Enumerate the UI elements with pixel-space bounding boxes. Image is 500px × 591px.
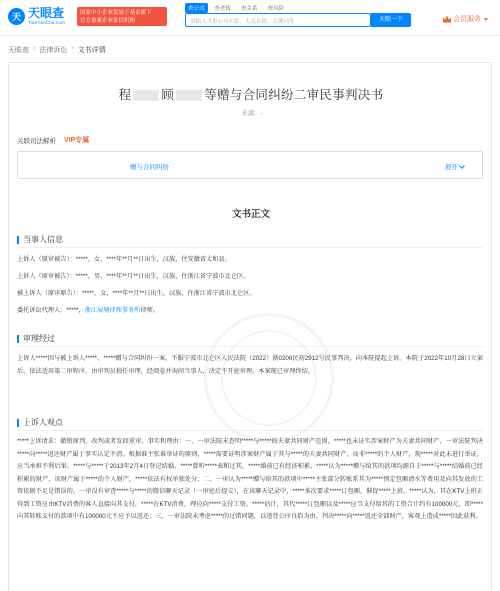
agent-suffix: 律师。 [140, 307, 159, 314]
related-analysis-label: 关联司法解析 [17, 137, 56, 145]
top-header [0, 0, 500, 36]
crown-icon [443, 16, 451, 23]
party-line: 上诉人（原审被告）：*****，男，****年**月**日出生，汉族，住浙江省宁波市北仑区。 [17, 273, 250, 280]
body-title: 文书正文 [231, 209, 270, 220]
section-heading-appeal: 上诉人观点 [17, 417, 483, 431]
search-tab-boss[interactable]: 查老板 [214, 6, 232, 12]
expand-label: 展开 [445, 164, 458, 171]
chevron-down-icon [459, 163, 465, 169]
vip-badge: VIP专属 [64, 137, 90, 144]
promo-line-2: 官方备案企业征信机构 [80, 17, 136, 24]
agent-prefix: 委托诉讼代理人：*****， [17, 307, 85, 314]
related-analysis-header [17, 135, 89, 145]
member-service-button[interactable] [443, 14, 488, 24]
chevron-down-icon [484, 18, 488, 21]
section-heading-process: 审理经过 [17, 333, 483, 347]
party-line: 上诉人（原审被告）：*****，女，****年**月**日出生，汉族，住安徽省太和县。 [17, 256, 231, 263]
title-part-2: 顾 [161, 88, 175, 102]
source-label: 来源：- [241, 110, 263, 117]
document-card [8, 62, 492, 591]
agent-line [17, 306, 483, 315]
related-analysis-box [17, 151, 483, 179]
logo-name: 天眼查 [28, 6, 65, 20]
breadcrumb-legal[interactable]: 法律诉讼 [39, 47, 68, 54]
redaction-block [176, 90, 202, 101]
page-title [9, 85, 493, 103]
party-line: 被上诉人（原审原告）：*****，女，****年**月**日出生，汉族，住浙江省宁波市北仑区。 [17, 290, 256, 297]
related-link[interactable]: 赠与合同纠纷 [130, 164, 169, 171]
search-tab-relation[interactable]: 查关系 [241, 6, 258, 12]
promo-badge[interactable] [77, 7, 167, 26]
logo-text [28, 7, 65, 25]
logo-url: TianYanCha.com [28, 20, 66, 25]
search-button[interactable]: 天眼一下 [371, 13, 411, 27]
section-heading-parties: 当事人信息 [17, 234, 483, 248]
breadcrumb-separator: › [33, 45, 36, 52]
logo-icon: 天 [8, 8, 25, 25]
site-logo[interactable] [8, 7, 65, 25]
member-label: 会员服务 [453, 16, 481, 23]
breadcrumb-home[interactable]: 天眼查 [8, 47, 29, 54]
search-tabs [185, 3, 287, 13]
redaction-block [133, 90, 159, 101]
promo-line-1: 国家中小企业发展子基金旗下 [80, 9, 152, 16]
search-tab-company[interactable]: 查公司 [185, 3, 208, 13]
breadcrumb-separator: › [71, 45, 74, 52]
search-tab-risk[interactable]: 查风险 [267, 6, 285, 12]
title-part-3: 等赠与合同纠纷二审民事判决书 [204, 88, 384, 102]
process-text: 上诉人*****因与被上诉人*****、*****赠与合同纠纷一案，不服宁波市北仑区人民法院（2022）浙0206民初2912号民事判决，向本院提起上诉。本院于2022年10月28日立案后，依法适用第二审程序，由审判员独任审理，经阅卷并询问当事人，决定不开庭审理。本案现已审理终结。 [17, 355, 483, 375]
expand-button[interactable] [445, 162, 464, 171]
title-part-1: 程 [118, 88, 132, 102]
search-input[interactable]: 请输入当事公司名称、人员名称、关键词等 [185, 13, 371, 27]
appeal-text: *****上诉请求：撤销原判，改判或者发回重审。事实和理由：一、一审法院未查明*****与*****的夫妻共同财产范围，*****也未证实涉案财产为夫妻共同财产，一审法院判决*****向*****返还财产属于事实认定不清。根据谁主张谁举证的原则，*****需要证明涉案财产属于其与*****的夫妻共同财产，而非*****的个人财产，现*****对此未进行举证，应当承担不利后果。*****与*****于2013年2月4日登记结婚，*****曾听*****表和过其，*****婚前已有经济积累，*****认为*****赠与给其的款项均源自于*****与*****结婚前已经积累的财产，该财产属于*****的个人财产，*****依法有权单独处分；二、一审认为*****赠与给其的款项中*****主张部分转账系其为*****预定包厢请水等费用及向其发放的工资依据不足是错误的。一审没有审查*****与*****的微信聊天记录（一审庭后提交），在该聊天记录中，*****多次要求*****订包厢，催促*****上班，*****认为，其在KTV上班正得到工资应由KTV消费的客人直接向其支付，*****在KTV消费，理应向*****支付工资。*****估计，其代*****订包厢以及*****应当支付给其的工资合计约有100000元，即*****向其转账支付的款项中有100000元不应予以返还；三、一审法院未考虑*****的过错问题，以违背公序良俗为由，判决*****向*****返还全部财产，客观上造成*****因此获利。 [17, 438, 483, 520]
law-firm-link[interactable]: 浙江展境律师事务所 [84, 307, 141, 314]
breadcrumb [8, 45, 106, 55]
breadcrumb-current: 文书详情 [77, 47, 106, 54]
